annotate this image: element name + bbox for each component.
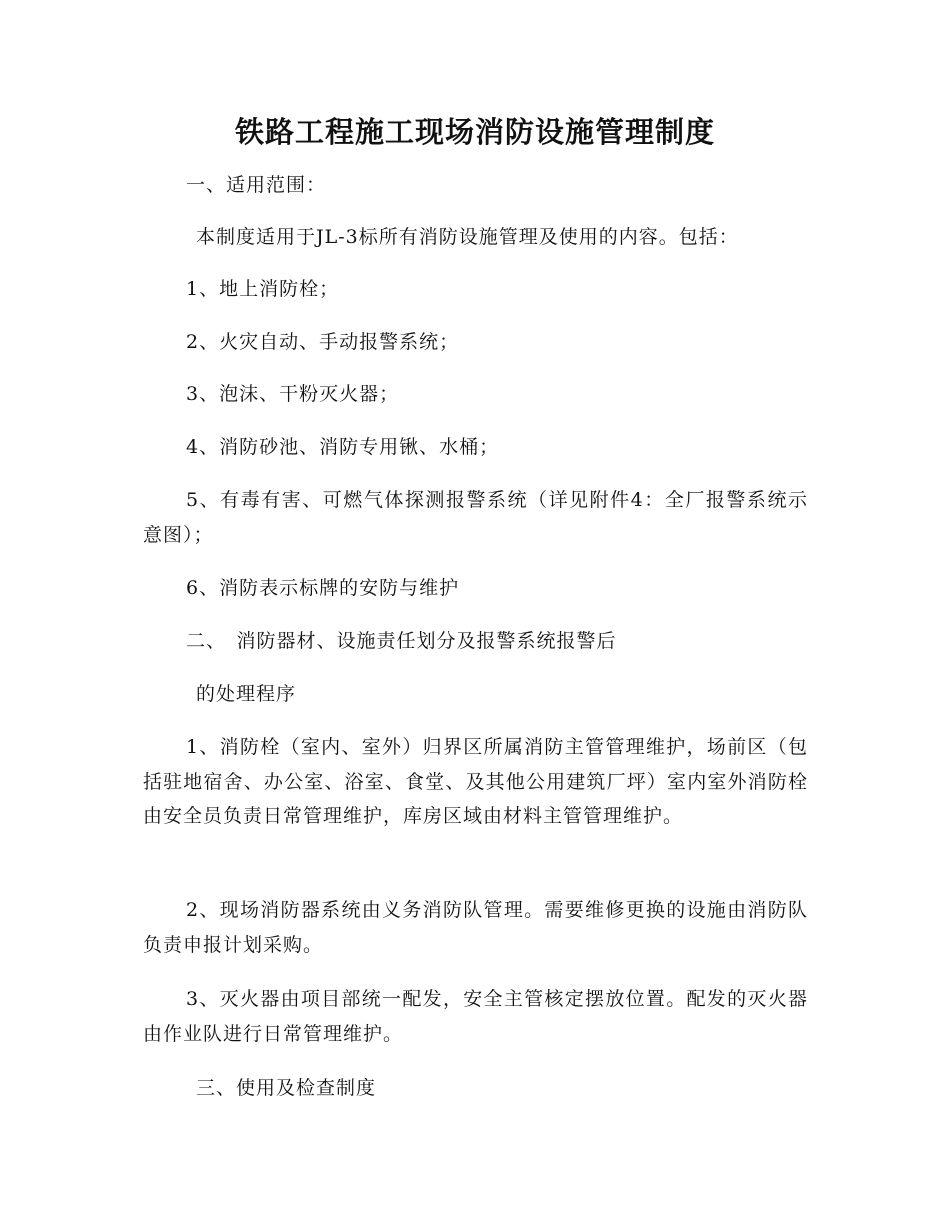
paragraph: 3、灭火器由项目部统一配发，安全主管核定摆放位置。配发的灭火器由作业队进行日常管理维护。 [143, 988, 808, 1045]
section-heading-responsibility: 二、 消防器材、设施责任划分及报警系统报警后 [186, 630, 617, 652]
list-item: 5、有毒有害、可燃气体探测报警系统（详见附件4：全厂报警系统示意图）； [143, 489, 808, 546]
list-item: 4、消防砂池、消防专用锹、水桶； [186, 436, 500, 458]
list-item: 1、地上消防栓； [186, 278, 340, 300]
list-item: 6、消防表示标牌的安防与维护 [186, 577, 460, 599]
section-heading-responsibility-cont: 的处理程序 [196, 683, 297, 705]
section-heading-scope: 一、适用范围： [186, 174, 327, 196]
paragraph: 2、现场消防器系统由义务消防队管理。需要维修更换的设施由消防队负责申报计划采购。 [143, 899, 808, 956]
section-heading-usage: 三、使用及检查制度 [196, 1077, 377, 1099]
scope-intro: 本制度适用于JL-3标所有消防设施管理及使用的内容。包括： [196, 226, 739, 248]
list-item: 2、火灾自动、手动报警系统； [186, 331, 460, 353]
paragraph: 1、消防栓（室内、室外）归界区所属消防主管管理维护，场前区（包括驻地宿舍、办公室、浴室、食堂、及其他公用建筑厂坪）室内室外消防栓由安全员负责日常管理维护，库房区域由材料主管管理维护。 [143, 736, 808, 827]
list-item: 3、泡沫、干粉灭火器； [186, 383, 400, 405]
document-title: 铁路工程施工现场消防设施管理制度 [234, 115, 715, 149]
